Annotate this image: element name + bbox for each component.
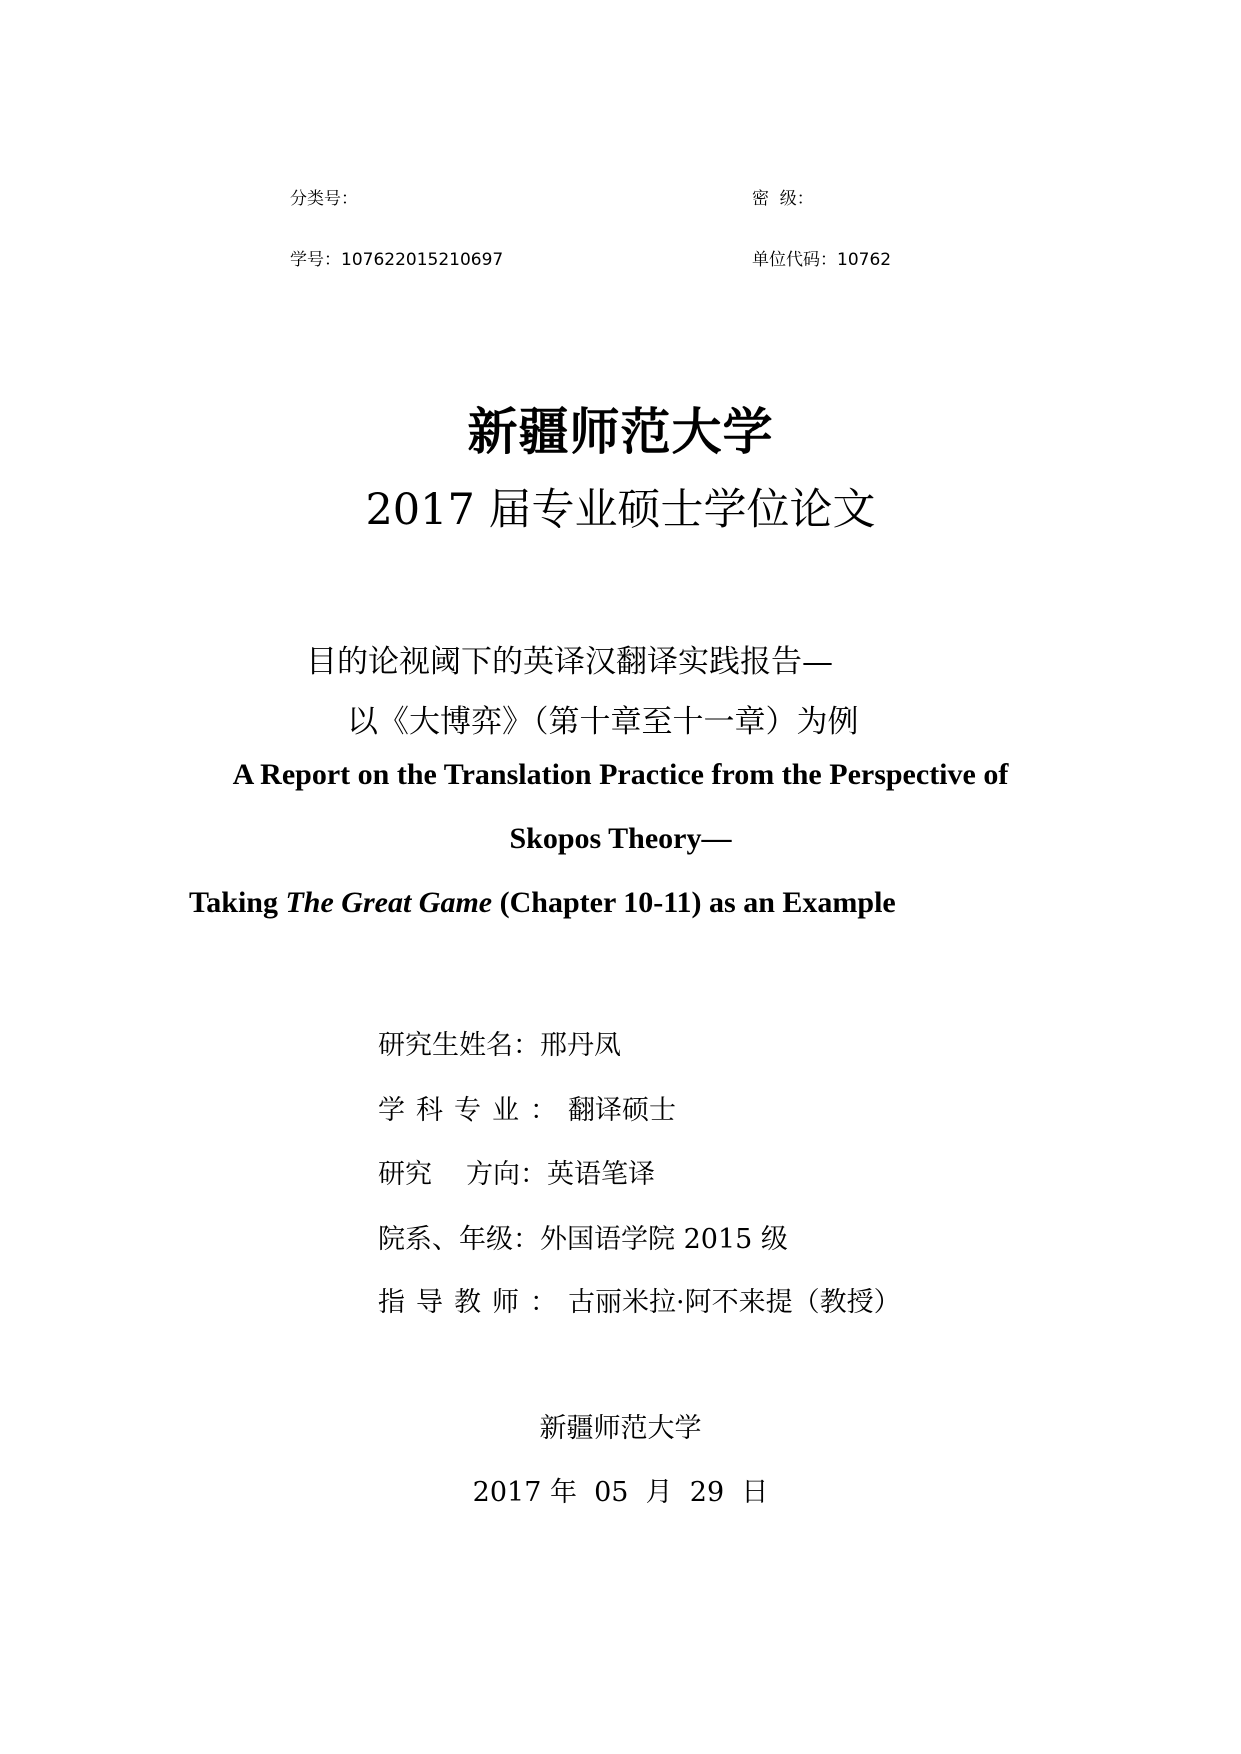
department-grade-row xyxy=(378,1217,788,1256)
major-row xyxy=(378,1088,676,1127)
unit-code-field xyxy=(752,245,891,270)
unit-code-label: 单位代码： xyxy=(752,250,837,270)
research-direction-label-b: 方向： xyxy=(466,1159,547,1190)
book-title: The Great Game xyxy=(285,886,493,919)
research-direction-label-a: 研究 xyxy=(378,1159,432,1190)
department-grade-value: 外国语学院 2015 级 xyxy=(540,1224,788,1255)
student-number-value: 107622015210697 xyxy=(341,250,504,270)
research-direction-row xyxy=(378,1152,655,1191)
student-name-label: 研究生姓名： xyxy=(378,1030,540,1061)
english-title-line-2: Skopos Theory— xyxy=(509,822,732,855)
student-number-label: 学号： xyxy=(290,250,341,270)
chinese-title-line-1: 目的论视阈下的英译汉翻译实践报告— xyxy=(306,644,833,680)
english-title-prefix: Taking xyxy=(189,886,286,919)
classification-label: 分类号： xyxy=(290,189,358,209)
student-name-row xyxy=(378,1023,621,1062)
major-value: 翻译硕士 xyxy=(568,1095,676,1126)
student-number-field xyxy=(290,245,503,270)
english-title-line-3 xyxy=(189,886,896,920)
secret-level-label: 密 级： xyxy=(752,189,814,209)
secret-level-field xyxy=(752,184,814,209)
advisor-value: 古丽米拉·阿不来提（教授） xyxy=(568,1287,901,1318)
chinese-title-line-2: 以《大博弈》（第十章至十一章）为例 xyxy=(347,704,859,740)
student-name-value: 邢丹凤 xyxy=(540,1030,621,1061)
classification-field xyxy=(290,184,358,209)
thesis-type: 2017 届专业硕士学位论文 xyxy=(365,485,876,535)
footer-university: 新疆师范大学 xyxy=(539,1413,702,1444)
research-direction-value: 英语笔译 xyxy=(547,1159,655,1190)
major-label: 学科专业： xyxy=(378,1095,568,1126)
advisor-row xyxy=(378,1280,901,1319)
unit-code-value: 10762 xyxy=(837,250,892,270)
department-grade-label: 院系、年级： xyxy=(378,1224,540,1255)
footer-date: 2017 年 05 月 29 日 xyxy=(472,1477,769,1508)
advisor-label: 指导教师： xyxy=(378,1287,568,1318)
english-title-line-1: A Report on the Translation Practice from the Perspective of xyxy=(232,758,1009,791)
university-title: 新疆师范大学 xyxy=(467,402,774,461)
english-title-suffix: (Chapter 10-11) as an Example xyxy=(492,886,896,919)
